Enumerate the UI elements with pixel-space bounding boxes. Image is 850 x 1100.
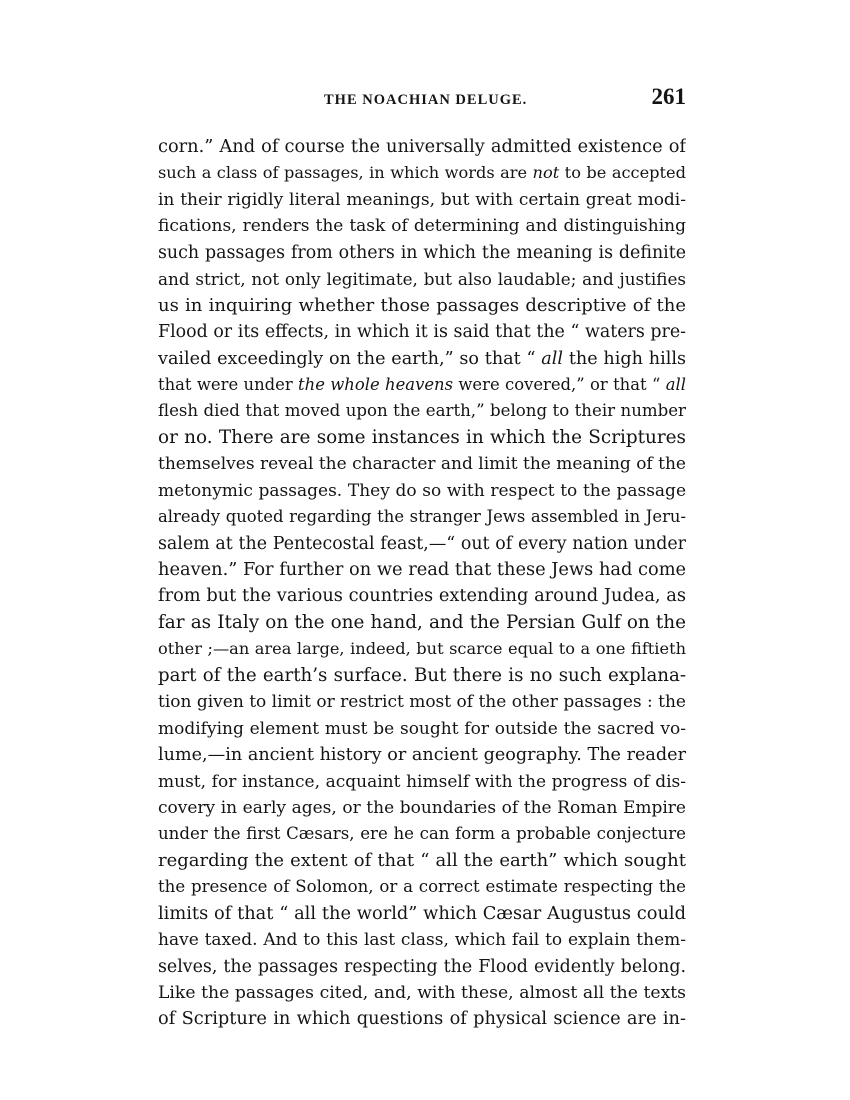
text-segment: have taxed. And to this last class, which fail to explain them- [158, 930, 686, 951]
text-segment: tion given to limit or restrict most of the other passages : the [158, 692, 686, 713]
body-text [158, 134, 686, 1033]
text-segment: to be accepted [559, 163, 686, 183]
text-segment: or no. There are some instances in which the Scriptures [158, 426, 686, 448]
text-segment: in their rigidly literal meanings, but with certain great modi- [158, 189, 686, 210]
text-line [158, 213, 686, 239]
text-line [158, 398, 686, 424]
text-line [158, 160, 686, 186]
text-line [158, 1006, 686, 1032]
text-segment: selves, the passages respecting the Flood evidently belong. [158, 956, 686, 977]
text-line [158, 266, 686, 292]
text-segment: flesh died that moved upon the earth,” belong to their number [158, 401, 686, 421]
text-line [158, 742, 686, 768]
text-segment: part of the earth’s surface. But there is no such explana- [158, 664, 686, 686]
text-segment: regarding the extent of that “ all the earth” which sought [158, 849, 686, 871]
text-segment: other ;—an area large, indeed, but scarce equal to a one fiftieth [158, 639, 686, 659]
text-line [158, 874, 686, 900]
text-segment: the presence of Solomon, or a correct estimate respecting the [158, 877, 686, 897]
text-line [158, 927, 686, 953]
text-segment: fications, renders the task of determining and distinguishing [158, 216, 686, 237]
text-segment: lume,—in ancient history or ancient geography. The reader [158, 745, 686, 766]
text-segment: and strict, not only legitimate, but also laudable; and justifies [158, 269, 686, 290]
italic-text: the whole heavens [298, 374, 453, 394]
italic-text: all [541, 348, 564, 369]
text-segment: were covered,” or that “ [453, 374, 666, 394]
text-line [158, 557, 686, 583]
text-segment: Flood or its effects, in which it is said that the “ waters pre- [158, 322, 686, 343]
text-line [158, 821, 686, 847]
text-line [158, 901, 686, 927]
italic-text: not [532, 163, 560, 183]
text-segment: from but the various countries extending around Judea, as [158, 585, 686, 607]
text-line [158, 716, 686, 742]
text-line [158, 240, 686, 266]
text-segment: metonymic passages. They do so with respect to the passage [158, 480, 686, 501]
text-segment: the high hills [563, 348, 686, 369]
text-segment: vailed exceedingly on the earth,” so that “ [158, 348, 542, 369]
running-title: THE NOACHIAN DELUGE. [324, 92, 528, 108]
text-line [158, 980, 686, 1006]
text-line [158, 583, 686, 609]
text-segment: such passages from others in which the meaning is definite [158, 242, 686, 263]
text-segment: corn.” And of course the universally admitted existence of [158, 136, 686, 157]
text-line [158, 346, 686, 372]
text-segment: of Scripture in which questions of physical science are in- [158, 1008, 686, 1030]
page-number: 261 [651, 84, 686, 109]
text-line [158, 319, 686, 345]
running-head [158, 84, 686, 118]
text-line [158, 795, 686, 821]
text-line [158, 769, 686, 795]
text-line [158, 689, 686, 715]
text-line [158, 372, 686, 398]
text-segment: covery in early ages, or the boundaries of the Roman Empire [158, 797, 686, 818]
text-segment: Like the passages cited, and, with these, almost all the texts [158, 983, 686, 1003]
text-segment: salem at the Pentecostal feast,—“ out of every nation under [158, 533, 686, 554]
text-segment: heaven.” For further on we read that these Jews had come [158, 559, 686, 580]
text-segment: such a class of passages, in which words are [158, 163, 533, 183]
text-segment: us in inquiring whether those passages descriptive of the [158, 294, 686, 316]
text-segment: must, for instance, acquaint himself with the progress of dis- [158, 771, 686, 792]
text-line [158, 663, 686, 689]
text-line [158, 293, 686, 319]
text-line [158, 504, 686, 530]
text-line [158, 531, 686, 557]
text-line [158, 187, 686, 213]
text-line [158, 610, 686, 636]
text-line [158, 478, 686, 504]
text-line [158, 848, 686, 874]
text-line [158, 451, 686, 477]
text-segment: far as Italy on the one hand, and the Persian Gulf on the [158, 611, 686, 633]
text-line [158, 954, 686, 980]
text-segment: already quoted regarding the stranger Jews assembled in Jeru- [158, 507, 686, 527]
text-line [158, 425, 686, 451]
text-segment: modifying element must be sought for outside the sacred vo- [158, 718, 686, 739]
text-segment: themselves reveal the character and limit the meaning of the [158, 454, 686, 475]
text-segment: limits of that “ all the world” which Cæsar Augustus could [158, 902, 686, 924]
italic-text: all [665, 374, 686, 394]
text-line [158, 636, 686, 662]
text-segment: that were under [158, 374, 299, 394]
text-line [158, 134, 686, 160]
text-segment: under the first Cæsars, ere he can form a probable conjecture [158, 824, 686, 844]
